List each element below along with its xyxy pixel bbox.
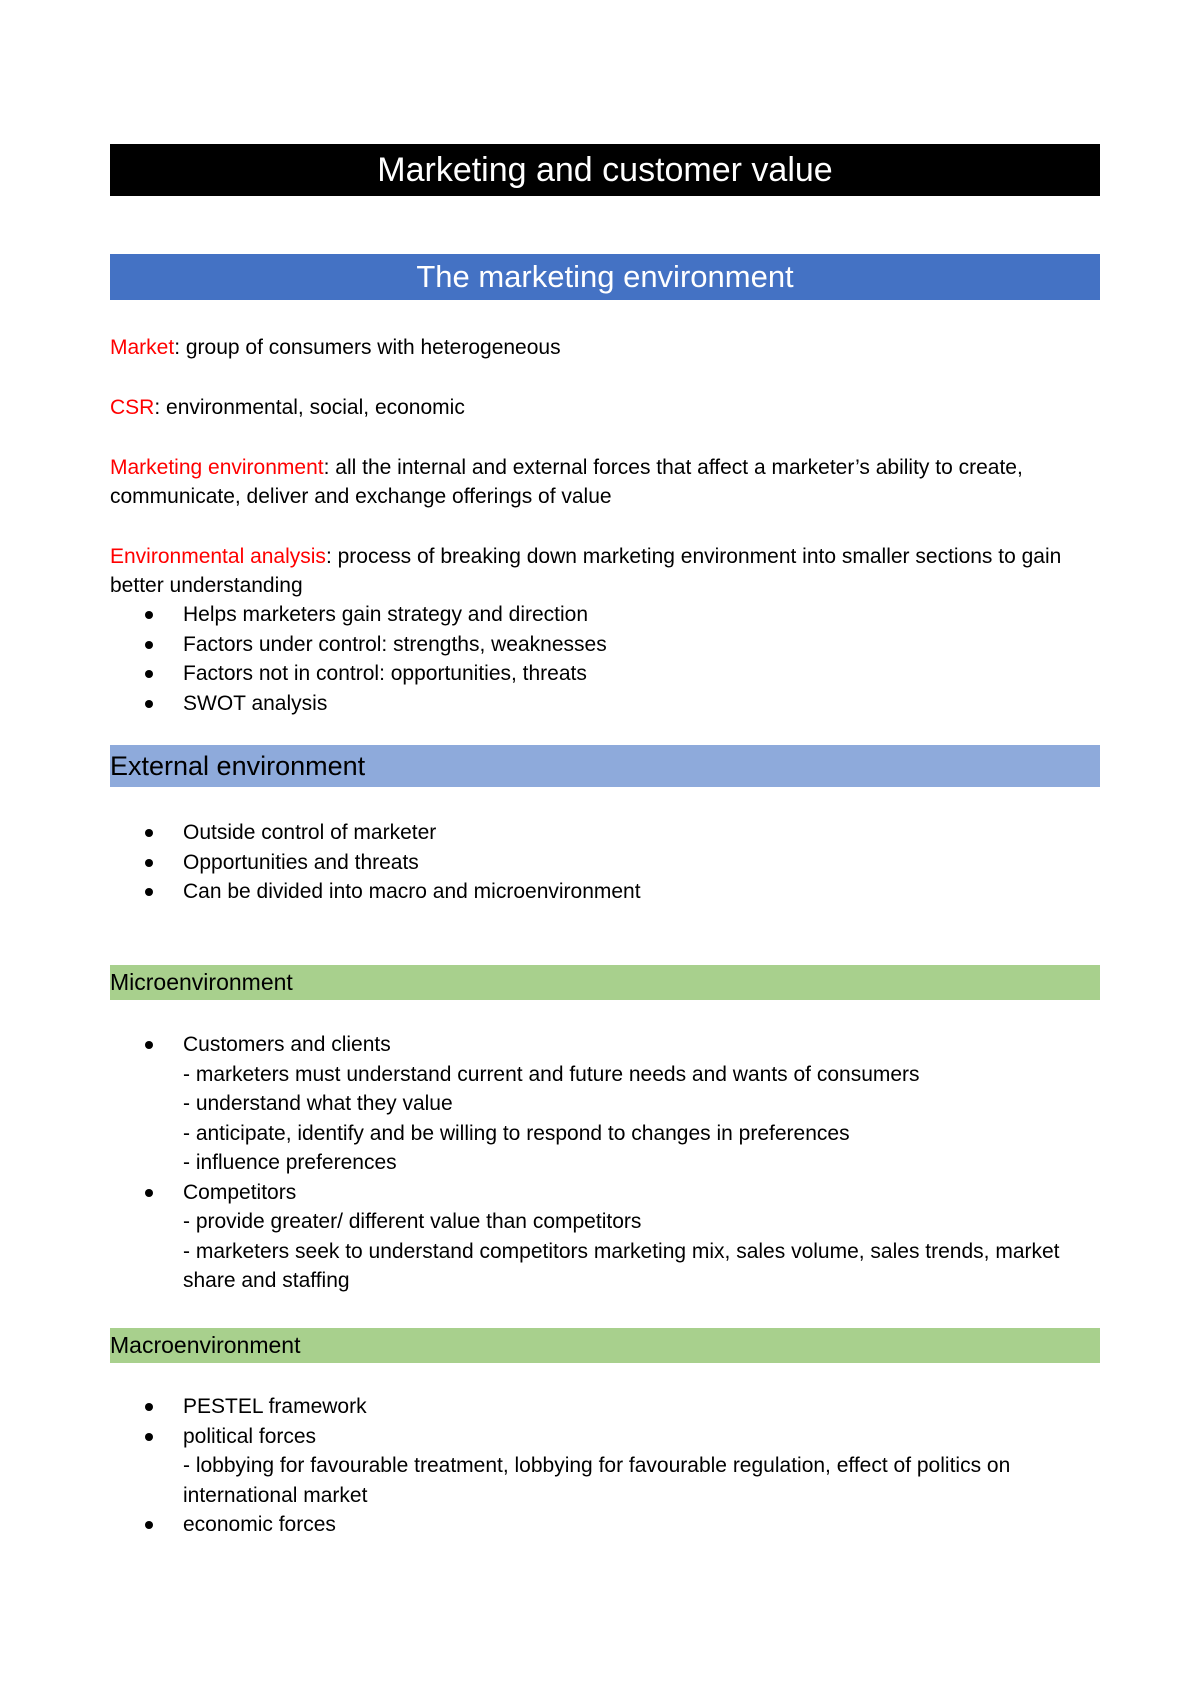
list-item xyxy=(110,1422,1100,1511)
list-item-label: political forces xyxy=(183,1424,317,1448)
section-heading-macroenvironment: Macroenvironment xyxy=(110,1328,1100,1363)
section-heading-external: External environment xyxy=(110,745,1100,787)
list-item-subpoint: - marketers seek to understand competitors marketing mix, sales volume, sales trends, market share and staffing xyxy=(183,1239,1060,1292)
macro-bullet-list xyxy=(110,1392,1100,1540)
definition-text: : group of consumers with heterogeneous xyxy=(174,336,561,359)
document-title: Marketing and customer value xyxy=(110,144,1100,196)
definition-csr xyxy=(110,393,1100,422)
term-label: CSR xyxy=(110,396,155,419)
list-item-label: Customers and clients xyxy=(183,1033,391,1056)
list-item xyxy=(110,1178,1100,1296)
list-item xyxy=(110,1030,1100,1178)
list-item-label: economic forces xyxy=(183,1513,336,1536)
definition-marketing-environment xyxy=(110,453,1100,511)
list-item: Factors under control: strengths, weaknesses xyxy=(110,630,1100,660)
term-label: Marketing environment xyxy=(110,456,324,479)
list-item-subpoint: - lobbying for favourable treatment, lobbying for favourable regulation, effect of politics on international market xyxy=(183,1454,1011,1507)
list-item-subpoint: - understand what they value xyxy=(183,1092,453,1115)
term-label: Environmental analysis xyxy=(110,545,326,568)
list-item xyxy=(110,1510,1100,1540)
list-item: Factors not in control: opportunities, threats xyxy=(110,659,1100,689)
list-item-subpoint: - provide greater/ different value than competitors xyxy=(183,1210,642,1233)
list-item-subpoint: - influence preferences xyxy=(183,1151,397,1174)
list-item: Outside control of marketer xyxy=(110,818,1100,848)
definition-market xyxy=(110,333,1100,362)
list-item xyxy=(110,1392,1100,1422)
section-heading-marketing-environment: The marketing environment xyxy=(110,254,1100,300)
list-item: Helps marketers gain strategy and direction xyxy=(110,600,1100,630)
section-heading-microenvironment: Microenvironment xyxy=(110,965,1100,1000)
external-bullet-list xyxy=(110,818,1100,907)
list-item-label: PESTEL framework xyxy=(183,1395,367,1418)
definition-text: : process of breaking down marketing environment into smaller sections to gain better understanding xyxy=(110,545,1062,597)
analysis-bullet-list xyxy=(110,600,1100,718)
definition-environmental-analysis xyxy=(110,542,1100,600)
definition-text: : environmental, social, economic xyxy=(154,396,465,419)
micro-bullet-list xyxy=(110,1030,1100,1296)
term-label: Market xyxy=(110,336,175,359)
list-item: Can be divided into macro and microenvironment xyxy=(110,877,1100,907)
list-item-label: Competitors xyxy=(183,1180,297,1204)
list-item: Opportunities and threats xyxy=(110,848,1100,878)
list-item: SWOT analysis xyxy=(110,689,1100,719)
definition-text: : all the internal and external forces that affect a marketer’s ability to create, communicate, deliver and exchange offerings of value xyxy=(110,456,1023,508)
list-item-subpoint: - anticipate, identify and be willing to respond to changes in preferences xyxy=(183,1121,850,1145)
list-item-subpoint: - marketers must understand current and future needs and wants of consumers xyxy=(183,1062,920,1086)
